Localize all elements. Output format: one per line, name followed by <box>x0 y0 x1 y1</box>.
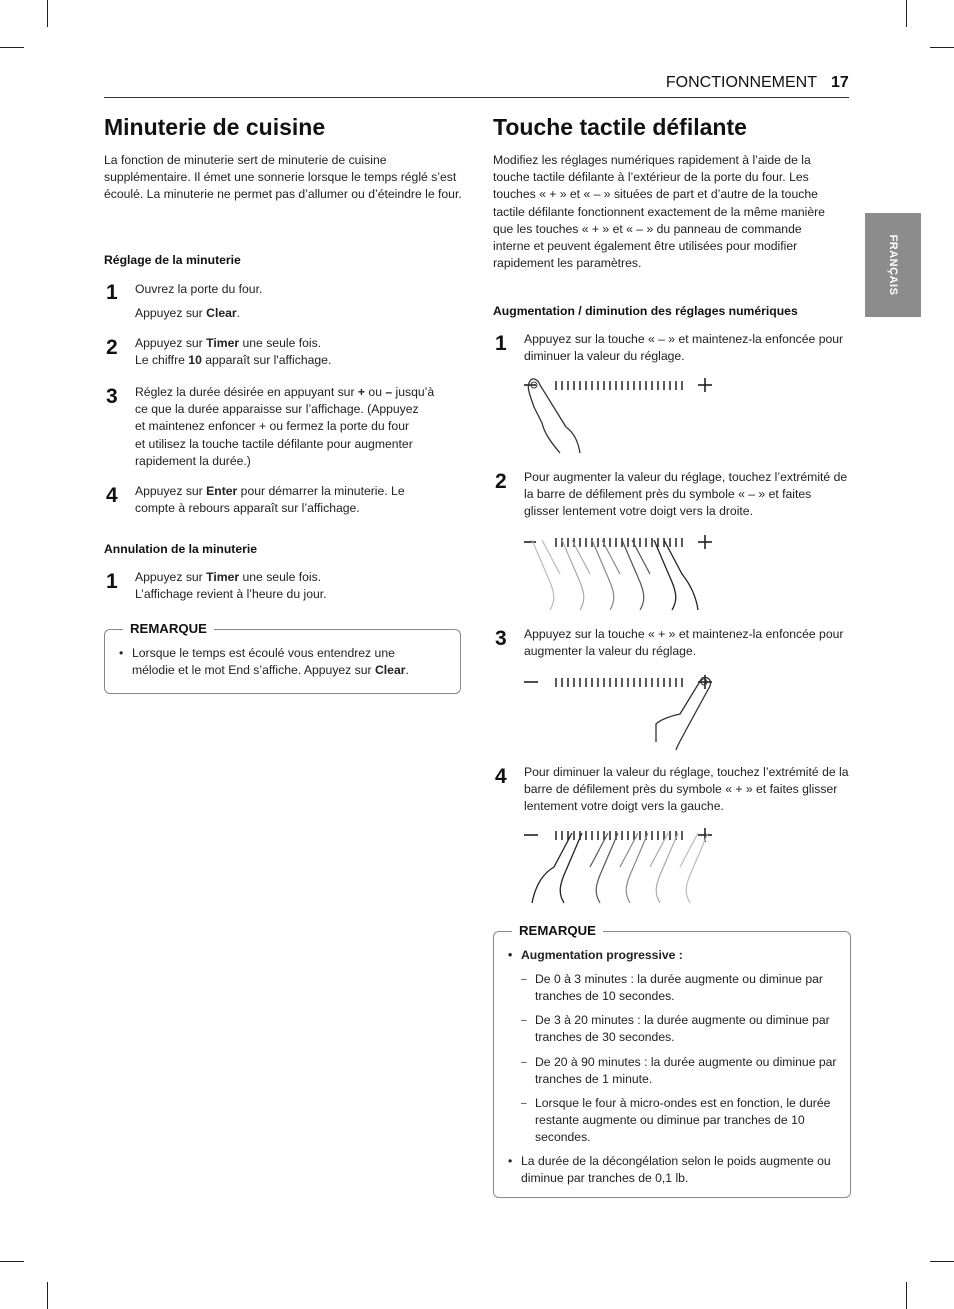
section-title-timer-cancel: Annulation de la minuterie <box>104 542 258 556</box>
finger-icon <box>590 833 618 903</box>
note-box <box>104 621 461 694</box>
step-text: Appuyez sur la touche « – » et maintenez-la enfoncée pour diminuer la valeur du réglage. <box>524 332 844 364</box>
note-box <box>493 923 851 1198</box>
finger-icon <box>620 833 648 903</box>
finger-icon <box>656 677 711 750</box>
note-bullet: • Augmentation progressive : <box>521 947 841 964</box>
step-number: 4 <box>106 484 118 507</box>
section-title-timer-setting: Réglage de la minuterie <box>104 253 241 267</box>
step-number: 1 <box>495 332 507 355</box>
note-dash-item: – De 3 à 20 minutes : la durée augmente ou diminue par tranches de 30 secondes. <box>535 1012 840 1046</box>
crop-mark <box>0 1261 24 1262</box>
header-section-title: FONCTIONNEMENT <box>665 74 817 91</box>
finger-icon <box>654 540 698 610</box>
crop-mark <box>906 0 907 27</box>
slider-illustration-hold-plus <box>520 672 720 752</box>
crop-mark <box>47 1282 48 1309</box>
crop-mark <box>930 47 954 48</box>
left-intro: La fonction de minuterie sert de minuterie de cuisine supplémentaire. Il émet une sonnerie lorsque le temps réglé s’est écoulé. La minuterie ne permet pas d’allumer ou d’éteindre le four. <box>104 153 462 202</box>
step-number: 1 <box>106 281 118 304</box>
step-text: Appuyez sur la touche « + » et maintenez-la enfoncée pour augmenter la valeur du réglage. <box>524 627 844 659</box>
finger-icon <box>650 833 678 903</box>
finger-icon <box>562 540 590 610</box>
note-dash-item: – De 0 à 3 minutes : la durée augmente ou diminue par tranches de 10 secondes. <box>535 971 840 1005</box>
step-number: 4 <box>495 765 507 788</box>
step-text: Appuyez sur Enter pour démarrer la minuterie. Le compte à rebours apparaît sur l’affichage. <box>135 484 405 516</box>
note-bullet: • Lorsque le temps est écoulé vous entendrez une mélodie et le mot End s’affiche. Appuyez sur Clear. <box>132 645 452 679</box>
right-title: Touche tactile défilante <box>493 114 747 140</box>
finger-icon <box>592 540 620 610</box>
note-label: REMARQUE <box>123 621 214 637</box>
note-label: REMARQUE <box>512 923 603 939</box>
crop-mark <box>0 47 24 48</box>
header-divider <box>104 97 849 98</box>
step-text: Réglez la durée désirée en appuyant sur + ou – jusqu’à ce que la durée apparaisse sur l’affichage. (Appuyez et maintenez enfoncer + ou fermez la porte du four et utilisez la touche tactile défilante pour augmenter rapidement la durée.) <box>135 385 435 468</box>
crop-mark <box>930 1261 954 1262</box>
step-text: Pour augmenter la valeur du réglage, touchez l’extrémité de la barre de défilement près du symbole « – » et faites glisser lentement votre doigt vers la droite. <box>524 470 848 519</box>
scroll-bar-ticks <box>556 381 682 390</box>
step-text: Appuyez sur Timer une seule fois. L’affichage revient à l’heure du jour. <box>135 570 327 602</box>
language-tab <box>865 213 921 317</box>
note-dash-item: – De 20 à 90 minutes : la durée augmente ou diminue par tranches de 1 minute. <box>535 1054 840 1088</box>
crop-mark <box>906 1282 907 1309</box>
page-number: 17 <box>831 74 849 91</box>
slider-illustration-swipe-right <box>520 532 720 612</box>
right-intro: Modifiez les réglages numériques rapidement à l’aide de la touche tactile défilante à l’extérieur de la porte du four. Les touches « + » et « – » situées de part et d’autre de la touche tactile défilante fonctionnent exactement de la même manière que les touches « + » et « – » du panneau de commande interne et peuvent également être utilisées pour modifier rapidement les paramètres. <box>493 153 825 271</box>
note-dash-item: – Lorsque le four à micro-ondes est en fonction, le durée restante augmente ou diminue par tranches de 10 secondes. <box>535 1095 840 1147</box>
finger-icon <box>528 379 580 453</box>
finger-icon <box>680 833 708 903</box>
step-text: Ouvrez la porte du four. Appuyez sur Clear. <box>135 282 263 321</box>
section-title-adjust: Augmentation / diminution des réglages numériques <box>493 304 798 318</box>
note-bullet: • La durée de la décongélation selon le poids augmente ou diminue par tranches de 0,1 lb. <box>521 1153 836 1187</box>
step-text: Appuyez sur Timer une seule fois. Le chiffre 10 apparaît sur l'affichage. <box>135 336 332 368</box>
step-number: 3 <box>495 627 507 650</box>
left-title: Minuterie de cuisine <box>104 114 326 140</box>
step-number: 2 <box>495 470 507 493</box>
step-number: 3 <box>106 385 118 408</box>
step-number: 1 <box>106 570 118 593</box>
language-tab-label: FRANÇAIS <box>887 234 899 296</box>
slider-illustration-hold-minus <box>520 375 720 455</box>
finger-icon <box>532 540 560 610</box>
slider-illustration-swipe-left <box>520 825 720 905</box>
step-text: Pour diminuer la valeur du réglage, touchez l’extrémité de la barre de défilement près du symbole « + » et faites glisser lentement votre doigt vers la gauche. <box>524 765 849 814</box>
crop-mark <box>47 0 48 27</box>
step-number: 2 <box>106 336 118 359</box>
finger-icon <box>622 540 650 610</box>
finger-icon <box>532 833 582 903</box>
